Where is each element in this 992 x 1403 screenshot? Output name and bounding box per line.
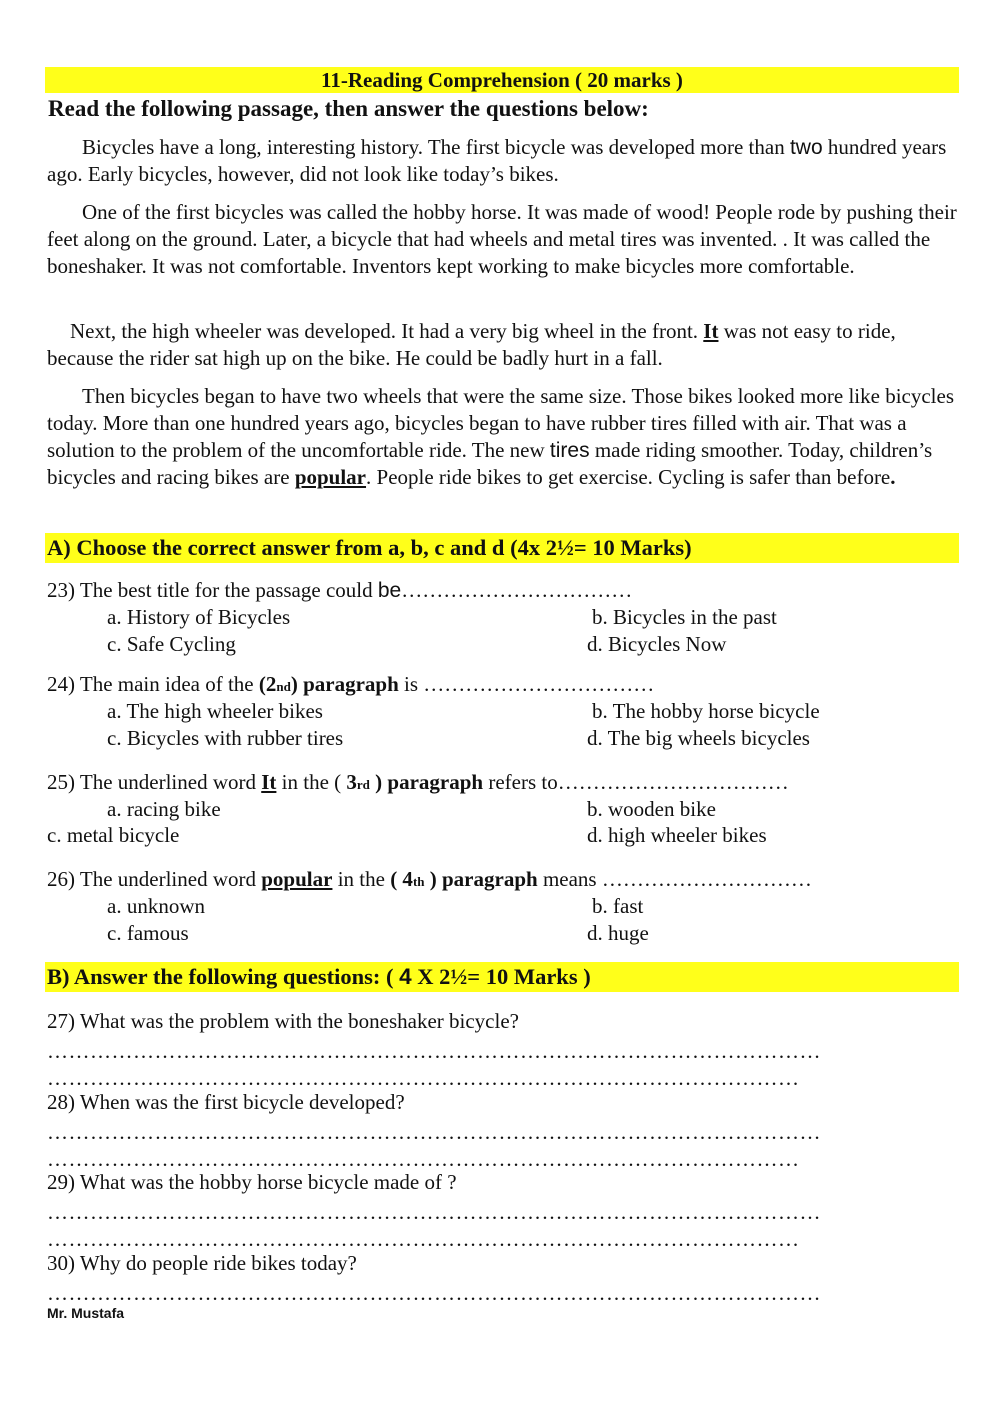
question-28: 28) When was the first bicycle developed?	[47, 1090, 405, 1114]
section-a-title: A) Choose the correct answer from a, b, c and d (4x 2½= 10 Marks)	[45, 533, 959, 563]
q26-option-b: b. fast	[592, 894, 644, 918]
instruction: Read the following passage, then answer the questions below:	[48, 96, 649, 121]
q23-option-b: b. Bicycles in the past	[592, 605, 777, 629]
q26-option-a: a. unknown	[107, 894, 205, 918]
passage-paragraph-4: Then bicycles began to have two wheels that were the same size. Those bikes looked more like bicycles today. More than one hundred years ago, bicycles began to have rubber tires filled with air. That was a solution to the problem of the uncomfortable ride. The new tires made riding smoother. Today, children’s bicycles and racing bikes are popular. People ride bikes to get exercise. Cycling is safer than before.	[47, 384, 954, 489]
passage-paragraph-3: Next, the high wheeler was developed. It had a very big wheel in the front. It was not easy to ride, because the rider sat high up on the bike. He could be badly hurt in a fall.	[47, 319, 896, 370]
q23-option-a: a. History of Bicycles	[107, 605, 291, 629]
q25-option-c: c. metal bicycle	[47, 823, 180, 847]
underlined-popular: popular	[294, 465, 367, 489]
question-30: 30) Why do people ride bikes today?	[47, 1251, 357, 1275]
question-27: 27) What was the problem with the boneshaker bicycle?	[47, 1009, 519, 1033]
q24-option-a: a. The high wheeler bikes	[107, 699, 323, 723]
q24-option-d: d. The big wheels bicycles	[587, 726, 810, 750]
underlined-it: It	[703, 319, 719, 343]
question-29: 29) What was the hobby horse bicycle made of ?	[47, 1170, 457, 1194]
answer-line[interactable]: ……………………………………………………………………………………………	[47, 1066, 800, 1090]
q23-option-d: d. Bicycles Now	[587, 632, 727, 656]
answer-line[interactable]: ………………………………………………………………………………………………	[47, 1039, 821, 1063]
section-b-title: B) Answer the following questions: ( 4 X 2½= 10 Marks )	[45, 962, 959, 992]
q24-option-c: c. Bicycles with rubber tires	[107, 726, 344, 750]
answer-line[interactable]: ………………………………………………………………………………………………	[47, 1200, 821, 1224]
q24-option-b: b. The hobby horse bicycle	[592, 699, 820, 723]
question-23: 23) The best title for the passage could be……………………………	[47, 578, 633, 602]
q25-option-a: a. racing bike	[107, 797, 221, 821]
q26-option-c: c. famous	[107, 921, 189, 945]
passage-paragraph-2: One of the first bicycles was called the hobby horse. It was made of wood! People rode by pushing their feet along on the ground. Later, a bicycle that had wheels and metal tires was invented. . It was called the boneshaker. It was not comfortable. Inventors kept working to make bicycles more comfortable.	[47, 200, 957, 278]
q25-option-d: d. high wheeler bikes	[587, 823, 767, 847]
section-title: 11-Reading Comprehension ( 20 marks )	[45, 67, 959, 93]
q25-option-b: b. wooden bike	[587, 797, 716, 821]
answer-line[interactable]: ………………………………………………………………………………………………	[47, 1120, 821, 1144]
author-footer: Mr. Mustafa	[47, 1305, 125, 1321]
answer-line[interactable]: ……………………………………………………………………………………………	[47, 1227, 800, 1251]
passage-paragraph-1: Bicycles have a long, interesting history. The first bicycle was developed more than two hundred years ago. Early bicycles, however, did not look like today’s bikes.	[47, 135, 947, 186]
q26-option-d: d. huge	[587, 921, 649, 945]
question-25: 25) The underlined word It in the ( 3rd ) paragraph refers to……………………………	[47, 770, 789, 794]
question-24: 24) The main idea of the (2nd) paragraph is ……………………………	[47, 672, 655, 696]
question-26: 26) The underlined word popular in the ( 4th ) paragraph means …………………………	[47, 867, 812, 891]
q23-option-c: c. Safe Cycling	[107, 632, 236, 656]
answer-line[interactable]: ………………………………………………………………………………………………	[47, 1281, 821, 1305]
answer-line[interactable]: ……………………………………………………………………………………………	[47, 1147, 800, 1171]
